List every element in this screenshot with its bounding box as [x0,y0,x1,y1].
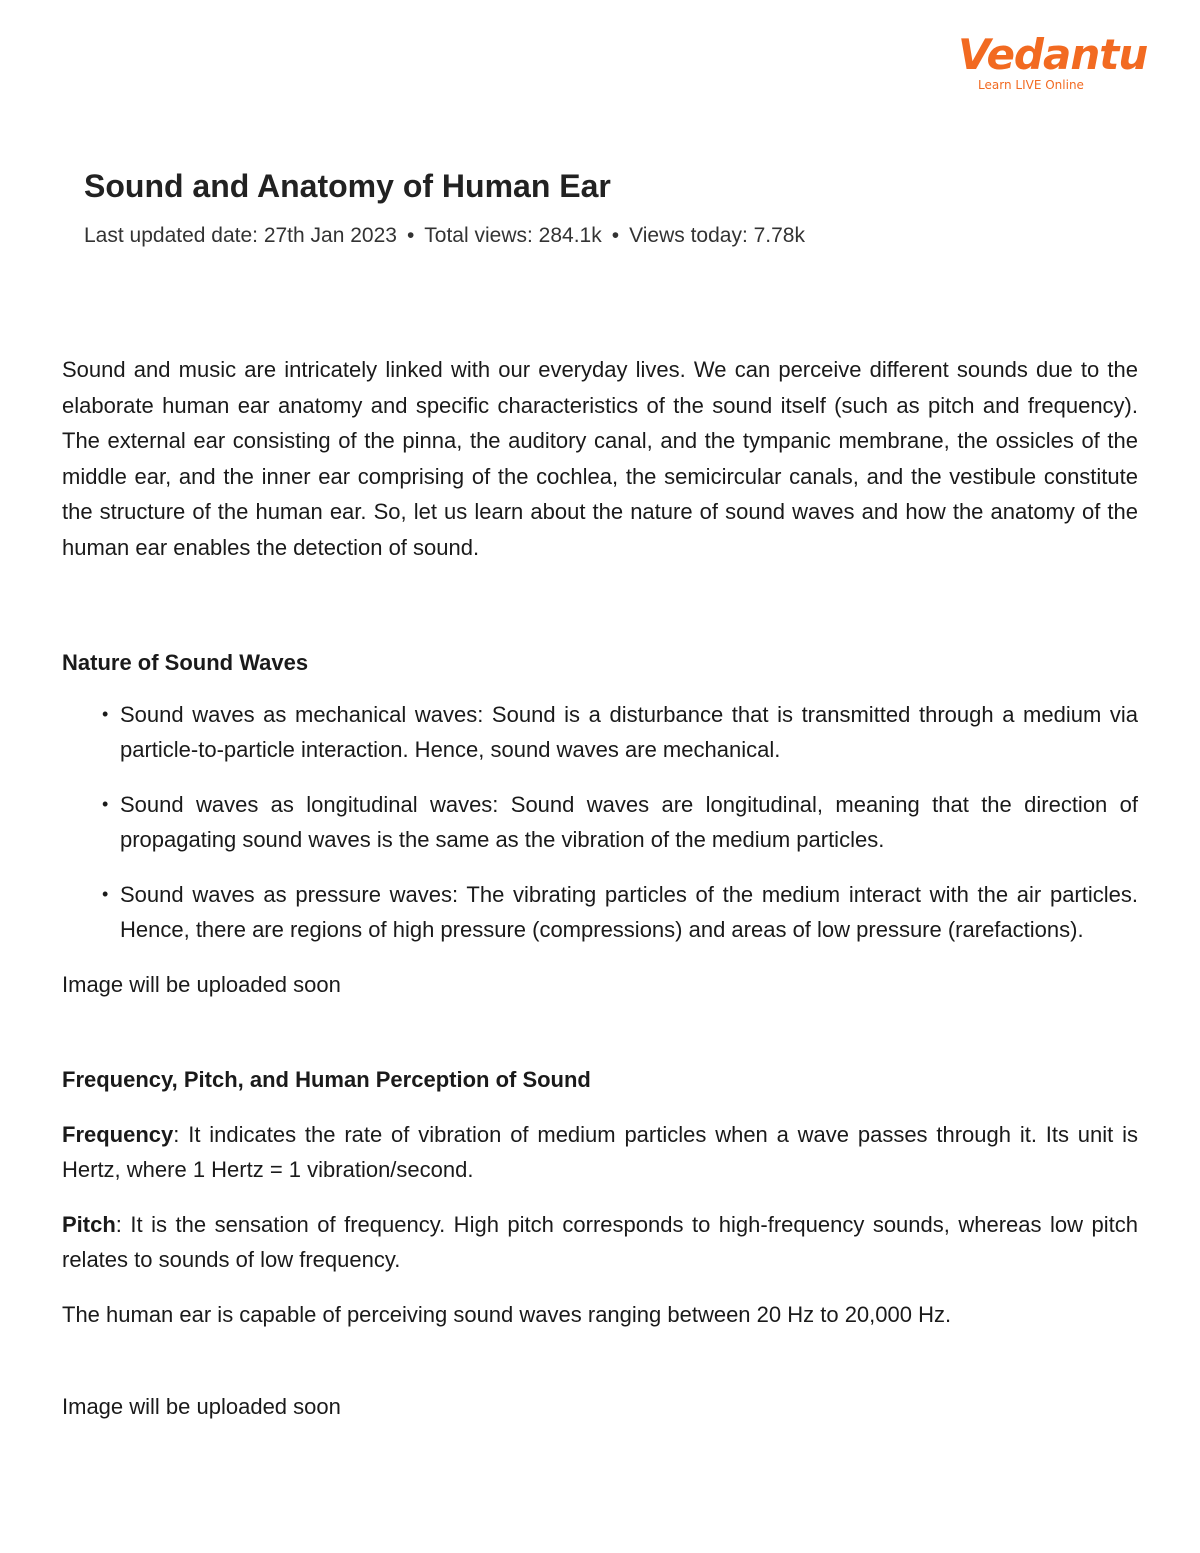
meta-separator: • [406,224,415,247]
hearing-range-paragraph: The human ear is capable of perceiving sound waves ranging between 20 Hz to 20,000 Hz. [62,1301,952,1327]
views-today: Views today: 7.78k [629,224,805,247]
list-item: • Sound waves as longitudinal waves: Sound waves are longitudinal, meaning that the direction of propagating sound waves is the same as the vibration of the medium particles. [102,787,1138,858]
vedantu-logo [958,30,1148,92]
frequency-term: Frequency [62,1121,174,1147]
article-meta [84,224,805,248]
logo-tagline: Learn LIVE Online [978,78,1084,92]
page-title: Sound and Anatomy of Human Ear [84,168,611,204]
list-item: • Sound waves as mechanical waves: Sound is a disturbance that is transmitted through a medium via particle-to-particle interaction. Hence, sound waves are mechanical. [102,697,1138,768]
pitch-term: Pitch [62,1211,116,1237]
article-body [62,352,1138,1425]
section-heading-nature: Nature of Sound Waves [62,650,309,675]
logo-wordmark: Vedantu [958,30,1148,79]
frequency-definition: : It indicates the rate of vibration of medium particles when a wave passes through it. Its unit is Hertz, where 1 Hertz = 1 vibration/second. [62,1121,1138,1182]
image-placeholder-1: Image will be uploaded soon [62,971,341,997]
intro-paragraph: Sound and music are intricately linked with our everyday lives. We can perceive different sounds due to the elaborate human ear anatomy and specific characteristics of the sound itself (such as pitch and frequency). The external ear consisting of the pinna, the auditory canal, and the tympanic membrane, the ossicles of the middle ear, and the inner ear comprising of the cochlea, the semicircular canals, and the vestibule constitute the structure of the human ear. So, let us learn about the nature of sound waves and how the anatomy of the human ear enables the detection of sound. [62,357,1138,560]
frequency-paragraph [62,1117,1138,1188]
total-views: Total views: 284.1k [424,224,602,247]
section-heading-frequency: Frequency, Pitch, and Human Perception of Sound [62,1067,591,1092]
pitch-definition: : It is the sensation of frequency. High pitch corresponds to high-frequency sounds, whereas low pitch relates to sounds of low frequency. [62,1211,1138,1272]
image-placeholder-2: Image will be uploaded soon [62,1394,341,1419]
list-item: • Sound waves as pressure waves: The vibrating particles of the medium interact with the air particles. Hence, there are regions of high pressure (compressions) and areas of low pressure (rarefactions). [102,877,1138,948]
meta-separator: • [611,224,620,247]
pitch-paragraph [62,1207,1138,1278]
last-updated-date: Last updated date: 27th Jan 2023 [84,224,397,247]
nature-bullet-list [62,697,1138,948]
